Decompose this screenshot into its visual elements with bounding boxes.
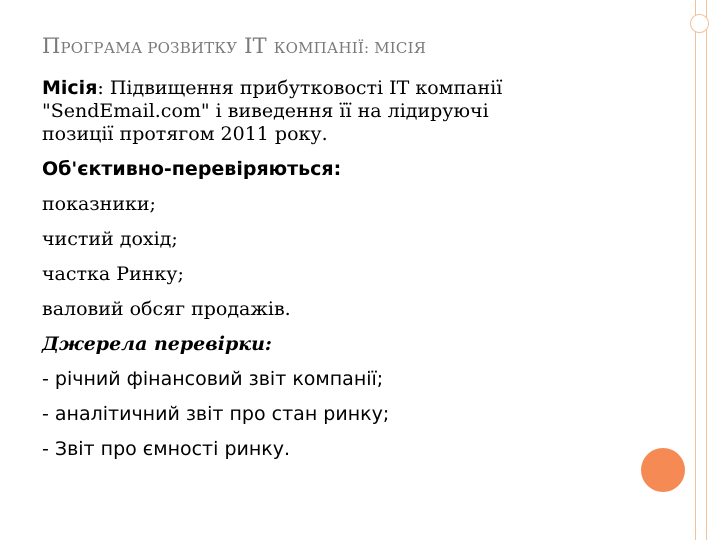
title-part: КОМПАНІЇ: МІСІЯ [273,39,427,57]
list-item: - Звіт про ємності ринку. [42,438,291,460]
list-item: валовий обсяг продажів. [42,298,291,320]
title-part: IT [244,34,267,58]
slide-body [42,77,662,473]
decorative-circle-icon [690,14,709,33]
title-first-letter: П [42,34,61,58]
slide-title [42,34,426,58]
sources-label: Джерела перевірки: [42,333,272,355]
list-item: чистий дохід; [42,228,178,250]
mission-colon: : [97,77,104,99]
mission-text: "SendEmail.com" і виведення її на лідируючі [42,100,489,122]
list-item: частка Ринку; [42,263,184,285]
decorative-line [706,0,707,540]
list-item: показники; [42,193,156,215]
list-item: - аналітичний звіт про стан ринку; [42,403,390,425]
decorative-line [695,0,696,540]
mission-label: Місія [42,77,98,99]
objectives-label: Об'єктивно-перевіряються: [42,158,342,180]
mission-text: позиції протягом 2011 року. [42,123,328,145]
mission-text: Підвищення прибутковості IT компанії [103,77,503,99]
mission-paragraph [42,77,662,146]
title-part: РОГРАМА РОЗВИТКУ [60,39,238,57]
list-item: - річний фінансовий звіт компанії; [42,368,384,390]
